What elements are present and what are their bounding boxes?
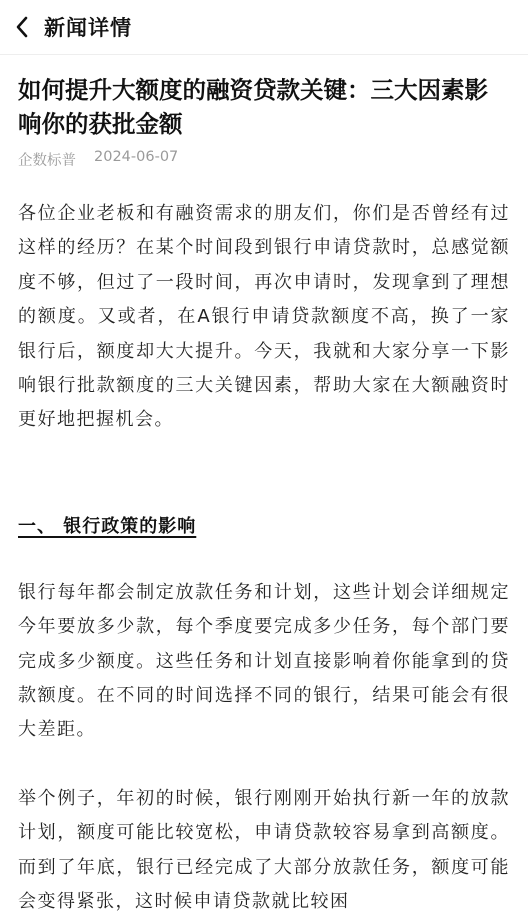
paragraph-bank-policy: 银行每年都会制定放款任务和计划，这些计划会详细规定今年要放多少款，每个季度要完成多少任务，每个部门要完成多少额度。这些任务和计划直接影响着你能拿到的贷款额度。在不同的时间选择不同的银行，结果可能会有很大差距。: [18, 581, 510, 741]
article-source: 企数标普: [18, 153, 76, 169]
top-nav-bar: [0, 0, 528, 55]
paragraph-example: 举个例子，年初的时候，银行刚刚开始执行新一年的放款计划，额度可能比较宽松，申请贷款较容易拿到高额度。而到了年底，银行已经完成了大部分放款任务，额度可能会变得紧张，这时候申请贷款就比较困: [18, 787, 510, 913]
article-meta: [18, 149, 510, 170]
article-content: [18, 73, 510, 920]
back-button[interactable]: [0, 0, 44, 54]
article-date: 2024-06-07: [94, 149, 179, 165]
article-title: 如何提升大额度的融资贷款关键：三大因素影响你的获批金额: [18, 76, 488, 138]
page-title: 新闻详情: [44, 16, 132, 40]
section-heading: [18, 510, 510, 544]
section-heading-text: 一、 银行政策的影响: [18, 515, 197, 537]
chevron-left-icon: [15, 16, 29, 38]
article-body: [18, 197, 510, 920]
paragraph-intro: 各位企业老板和有融资需求的朋友们，你们是否曾经有过这样的经历？在某个时间段到银行申请贷款时，总感觉额度不够，但过了一段时间，再次申请时，发现拿到了理想的额度。又或者，在A银行申请贷款额度不高，换了一家银行后，额度却大大提升。今天，我就和大家分享一下影响银行批款额度的三大关键因素，帮助大家在大额融资时更好地把握机会。: [18, 203, 510, 431]
